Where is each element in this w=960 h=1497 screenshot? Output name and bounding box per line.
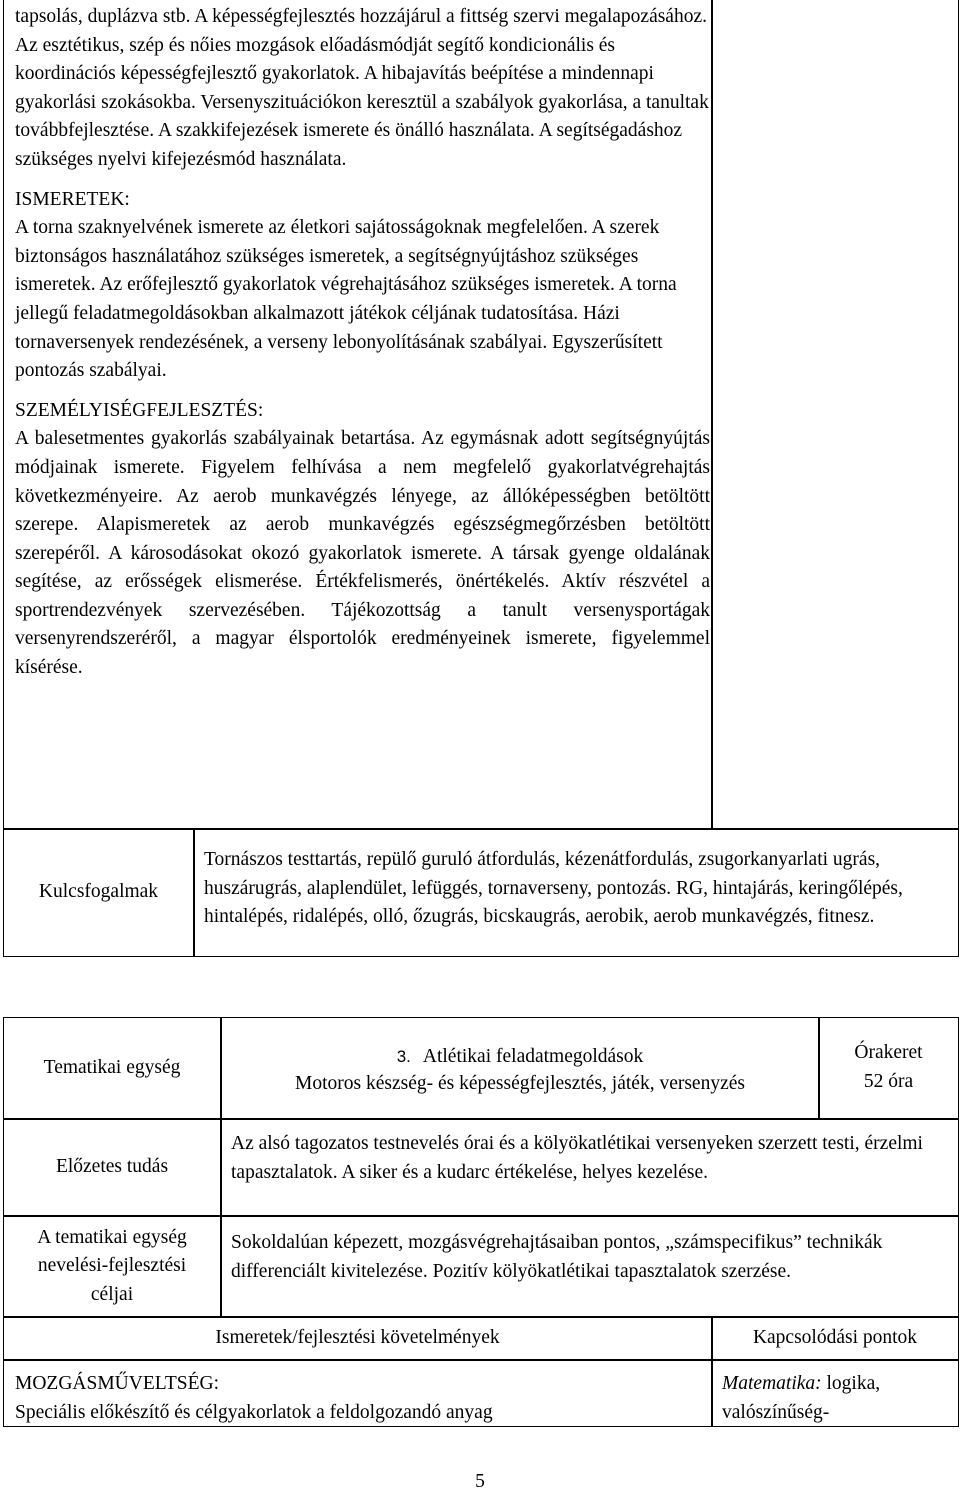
orakeret-cell: [820, 1018, 957, 1118]
mozgasmuveltseg-cell: [15, 1370, 705, 1427]
row-divider: [3, 1359, 959, 1361]
elozetes-tudas-text-cell: [231, 1130, 947, 1187]
unit-heading: [397, 1043, 644, 1070]
page-number: 5: [475, 1471, 485, 1492]
kulcsfogalmak-label-cell: [4, 829, 193, 956]
requirements-cell: [15, 3, 710, 683]
unit-number: 3.: [396, 1047, 411, 1066]
kapcsolodasi-column-header: [713, 1318, 957, 1359]
orakeret-label: Órakeret: [854, 1042, 923, 1064]
elozetes-tudas-cell: [4, 1120, 220, 1215]
celjai-label: A tematikai egység nevelési-fejlesztési céljai: [37, 1226, 187, 1305]
mozgasmuveltseg-heading: MOZGÁSMŰVELTSÉG:: [15, 1373, 220, 1394]
tematikai-egyseg-cell: [4, 1018, 220, 1118]
orakeret-value: 52 óra: [863, 1071, 914, 1092]
szemelyisegfejlesztes-heading: SZEMÉLYISÉGFEJLESZTÉS:: [15, 399, 264, 421]
unit-subtitle: Motoros készség- és képességfejlesztés, játék, versenyzés: [295, 1073, 745, 1094]
ismeretek-paragraph: A torna szaknyelvének ismerete az életkori sajátosságoknak megfelelően. A szerek biztonságos használatához szükséges ismeretek, a segítségnyújtáshoz szükséges ismeretek. Az erőfejlesztő gyakorlatok végrehajtásához szükséges ismeretek. A torna jellegű feladatmegoldásokban alkalmazott játékok céljának tudatosítása. Házi tornaversenyek rendezésének, a verseny lebonyolításának szabályai. Egyszerűsített pontozás szabályai.: [15, 217, 677, 382]
intro-paragraph: tapsolás, duplázva stb. A képességfejlesztés hozzájárul a fittség szervi megalapozásához. Az esztétikus, szép és nőies mozgások előadásmódját segítő kondicionális és koordinációs képességfejlesztő gyakorlatok. A hibajavítás beépítése a mindennapi gyakorlási szokásokba. Versenyszituációkon keresztül a szabályok gyakorlása, a tanultak továbbfejlesztése. A szakkifejezések ismerete és önálló használata. A segítségadáshoz szükséges nyelvi kifejezésmód használata.: [15, 6, 709, 170]
mozgasmuveltseg-text: Speciális előkészítő és célgyakorlatok a feldolgozandó anyag: [15, 1401, 493, 1423]
kapcsolodasi-cell: [722, 1370, 952, 1427]
kapcsolodasi-column-label: Kapcsolódási pontok: [752, 1327, 918, 1349]
elozetes-tudas-text: Az alsó tagozatos testnevelés órai és a kölyökatlétikai versenyeken szerzett testi, érzelmi tapasztalatok. A siker és a kudarc értékelése, helyes kezelése.: [231, 1133, 923, 1183]
elozetes-tudas-label: Előzetes tudás: [55, 1156, 169, 1178]
ismeretek-column-header: [4, 1318, 711, 1359]
ismeretek-heading: ISMERETEK:: [15, 188, 130, 210]
kulcsfogalmak-text-cell: [204, 846, 952, 932]
tematikai-egyseg-label: Tematikai egység: [43, 1056, 181, 1078]
ismeretek-column-label: Ismeretek/fejlesztési követelmények: [215, 1327, 500, 1349]
kapcsolodasi-topics: logika, valószínűség-: [722, 1373, 881, 1423]
szemelyisegfejlesztes-paragraph: A balesetmentes gyakorlás szabályainak betartása. Az egymásnak adott segítségnyújtás módjainak ismerete. Figyelem felhívása a nem megfelelő gyakorlatvégrehajtás következményeire. Az aerob munkavégzés lényege, az állóképességben betöltött szerepe. Alapismeretek az aerob munkavégzés egészségmegőrzésben betöltött szerepéről. A károsodásokat okozó gyakorlatok ismerete. A társak gyenge oldalának segítése, az erősségek elismerése. Értékfelismerés, önértékelés. Aktív részvétel a sportrendezvények szervezésében. Tájékozottság a tanult versenysportágak versenyrendszeréről, a magyar élsportolók eredményeinek ismerete, figyelemmel kísérése.: [15, 428, 710, 679]
celjai-text: Sokoldalúan képezett, mozgásvégrehajtásaiban pontos, „számspecifikus” technikák differenciált kivitelezése. Pozitív kölyökatlétikai tapasztalatok szerzése.: [231, 1232, 883, 1282]
kapcsolodasi-text: [722, 1370, 952, 1427]
kulcsfogalmak-text: Tornászos testtartás, repülő guruló átfordulás, kézenátfordulás, zsugorkanyarlati ugrás, huszárugrás, alaplendület, lefüggés, tornaverseny, pontozás. RG, hintajárás, keringőlépés, hintalépés, ridalépés, olló, őzugrás, bicskaugrás, aerobik, aerob munkavégzés, fitnesz.: [204, 849, 903, 928]
celjai-text-cell: [231, 1229, 947, 1286]
kapcsolodasi-subject: Matematika:: [722, 1373, 822, 1394]
celjai-cell: [4, 1217, 220, 1316]
kulcsfogalmak-label: Kulcsfogalmak: [38, 881, 159, 903]
unit-title-cell: [222, 1024, 818, 1116]
column-divider: [711, 0, 713, 829]
unit-title: Atlétikai feladatmegoldások: [422, 1046, 644, 1067]
column-divider: [193, 828, 195, 957]
